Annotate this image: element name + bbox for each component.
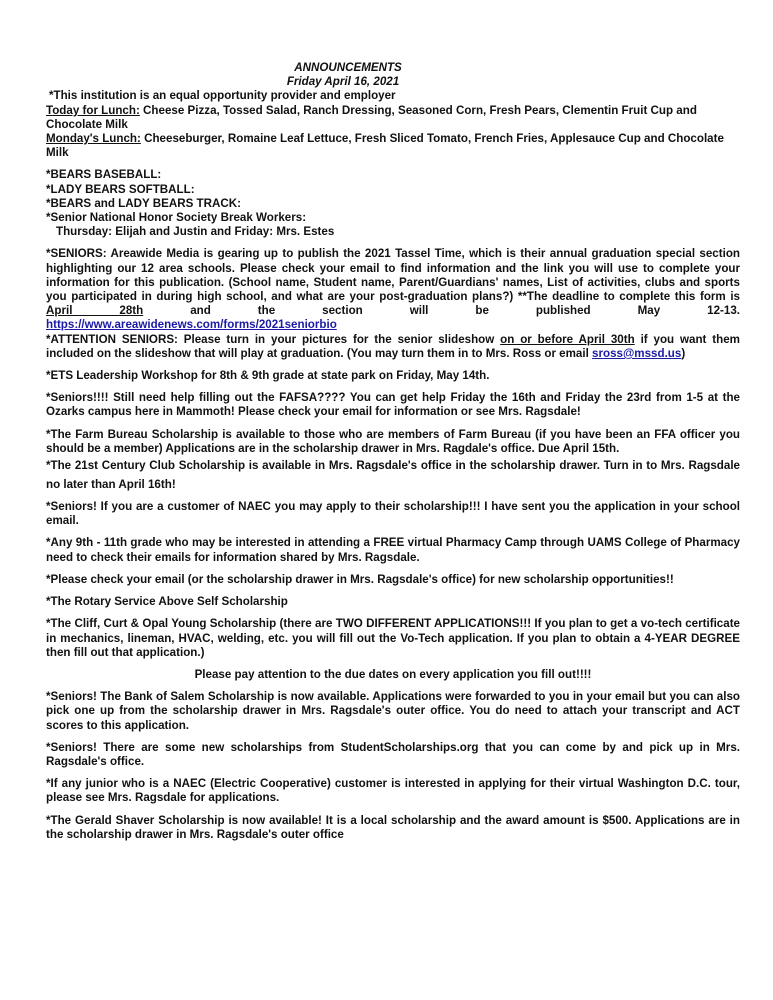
page-title: ANNOUNCEMENTS	[294, 61, 402, 74]
bears-track: *BEARS and LADY BEARS TRACK:	[46, 196, 241, 210]
due-dates-reminder: Please pay attention to the due dates on every application you fill out!!!!	[194, 667, 592, 681]
student-scholarships: *Seniors! There are some new scholarships from StudentScholarships.org that you can come by and pick up in Mrs. Ragsdale's office.	[46, 740, 740, 768]
tassel-time-announcement	[46, 247, 740, 318]
slideshow-details: if you want them included on the slideshow that will play at graduation. (You may turn them in to Mrs. Ross or email	[46, 332, 740, 360]
slideshow-text: *ATTENTION SENIORS: Please turn in your pictures for the senior slideshow	[46, 332, 501, 346]
today-lunch	[46, 104, 740, 132]
slideshow-deadline: on or before April 30th	[500, 332, 635, 346]
tassel-time-link[interactable]: https://www.areawidenews.com/forms/2021seniorbio	[46, 318, 337, 332]
farm-bureau-scholarship: *The Farm Bureau Scholarship is available to those who are members of Farm Bureau (if you have been an FFA officer you should be a member) Applications are in the scholarship drawer in Mrs. Ragdale's office. Due April 15th.	[46, 427, 740, 455]
century-club-scholarship: *The 21st Century Club Scholarship is available in Mrs. Ragsdale's office in the scholarship drawer. Turn in to Mrs. Ragsdale no later than April 16th!	[46, 459, 740, 492]
young-scholarship: *The Cliff, Curt & Opal Young Scholarship (there are TWO DIFFERENT APPLICATIONS!!! If you plan to get a vo-tech certificate in mechanics, lineman, HVAC, welding, etc. you will fill out the Vo-Tech application. If you plan to obtain a 4-YEAR DEGREE then fill out that application.)	[46, 617, 740, 659]
naec-scholarship: *Seniors! If you are a customer of NAEC you may apply to their scholarship!!! I have sent you the application in your school email.	[46, 500, 740, 528]
monday-lunch	[46, 132, 740, 160]
bank-of-salem-scholarship: *Seniors! The Bank of Salem Scholarship is now available. Applications were forwarded to you in your email but you can also pick one up from the scholarship drawer in Mrs. Ragsdale's outer office. You do need to attach your transcript and ACT scores to this application.	[46, 690, 740, 732]
slideshow-email-link[interactable]: sross@mssd.us	[592, 346, 682, 360]
washington-tour: *If any junior who is a NAEC (Electric Cooperative) customer is interested in applying for their virtual Washington D.C. tour, please see Mrs. Ragsdale for applications.	[46, 777, 740, 805]
equal-opportunity-statement: *This institution is an equal opportunity provider and employer	[49, 89, 396, 103]
tassel-link-line	[46, 318, 740, 332]
rotary-scholarship: *The Rotary Service Above Self Scholarship	[46, 595, 288, 609]
today-lunch-menu: Cheese Pizza, Tossed Salad, Ranch Dressing, Seasoned Corn, Fresh Pears, Clementin Fruit Cup and Chocolate Milk	[46, 103, 697, 131]
ets-workshop: *ETS Leadership Workshop for 8th & 9th grade at state park on Friday, May 14th.	[46, 369, 490, 383]
monday-lunch-menu: Cheeseburger, Romaine Leaf Lettuce, Fresh Sliced Tomato, French Fries, Applesauce Cup and Chocolate Milk	[46, 132, 724, 160]
today-lunch-label: Today for Lunch:	[46, 103, 140, 117]
slideshow-close-paren: )	[681, 346, 686, 360]
gerald-shaver-scholarship: *The Gerald Shaver Scholarship is now available! It is a local scholarship and the award amount is $500. Applications are in the scholarship drawer in Mrs. Ragsdale's outer office	[46, 813, 740, 841]
break-workers-schedule: Thursday: Elijah and Justin and Friday: Mrs. Estes	[56, 225, 335, 239]
announcements-content	[46, 61, 740, 842]
lady-bears-softball: *LADY BEARS SOFTBALL:	[46, 182, 195, 196]
senior-slideshow-announcement	[46, 333, 740, 361]
tassel-time-text: *SENIORS: Areawide Media is gearing up to publish the 2021 Tassel Time, which is their annual graduation special section highlighting our 12 area schools. Please check your email to find information and the link you will use to complete your information for this publication. (School name, Student name, Parent/Guardians' names, List of activities, clubs and sports you participated in during high school, and what are your post-graduation plans?) **The deadline to complete this form is	[46, 247, 740, 304]
pharmacy-camp: *Any 9th - 11th grade who may be interested in attending a FREE virtual Pharmacy Camp through UAMS College of Pharmacy need to check their emails for information shared by Mrs. Ragsdale.	[46, 536, 740, 564]
nhs-break-workers: *Senior National Honor Society Break Workers:	[46, 211, 307, 225]
tassel-deadline: April 28th	[46, 304, 144, 318]
check-email-scholarships: *Please check your email (or the scholarship drawer in Mrs. Ragsdale's office) for new scholarship opportunities!!	[46, 572, 674, 586]
bears-baseball: *BEARS BASEBALL:	[46, 168, 162, 182]
fafsa-help: *Seniors!!!! Still need help filling out the FAFSA???? You can get help Friday the 16th and Friday the 23rd from 1-5 at the Ozarks campus here in Mammoth! Please check your email for information or see Mrs. Ragsdale!	[46, 391, 740, 419]
tassel-publish-date: and the section will be published May 12-13.	[143, 304, 741, 318]
announcement-date: Friday April 16, 2021	[286, 75, 400, 89]
monday-lunch-label: Monday's Lunch:	[46, 132, 141, 146]
sports-section	[46, 168, 740, 239]
